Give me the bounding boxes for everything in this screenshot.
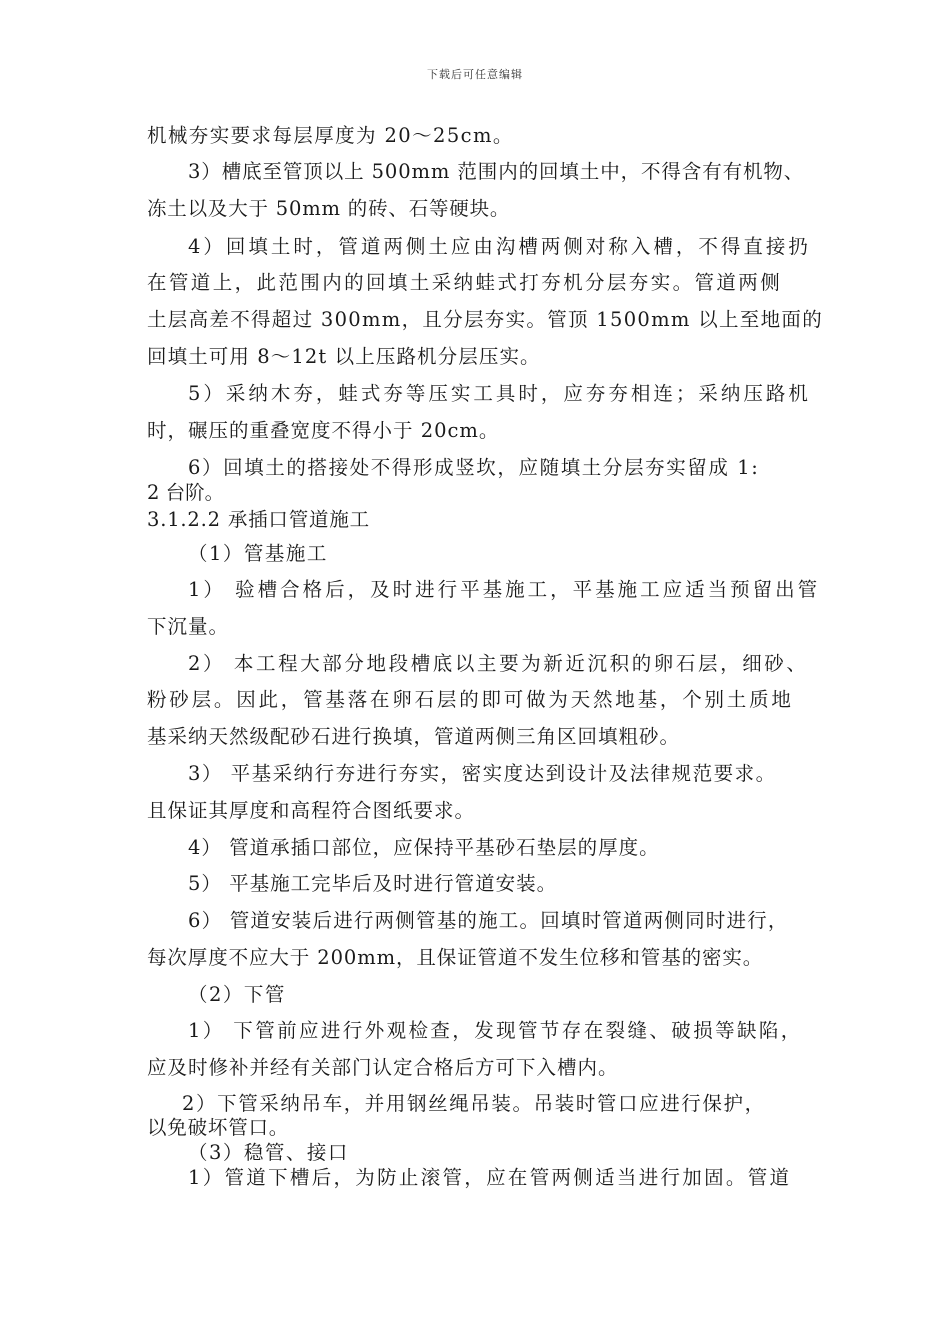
text-line: 2） 本工程大部分地段槽底以主要为新近沉积的卵石层，细砂、	[188, 652, 809, 675]
text-line: 回填土可用 8～12t 以上压路机分层压实。	[147, 345, 541, 368]
text-line: 1）管道下槽后，为防止滚管，应在管两侧适当进行加固。管道	[188, 1166, 792, 1189]
text-line: 土层高差不得超过 300mm，且分层夯实。管顶 1500mm 以上至地面的	[147, 308, 824, 331]
text-line: 2）下管采纳吊车，并用钢丝绳吊装。吊装时管口应进行保护，	[182, 1092, 766, 1115]
text-line: 粉砂层。因此，管基落在卵石层的即可做为天然地基，个别土质地	[147, 688, 794, 711]
page-header: 下载后可任意编辑	[427, 68, 523, 81]
text-line: 机械夯实要求每层厚度为 20～25cm。	[147, 124, 514, 147]
text-line: 应及时修补并经有关部门认定合格后方可下入槽内。	[147, 1056, 619, 1079]
text-line: 1） 验槽合格后，及时进行平基施工，平基施工应适当预留出管	[188, 578, 821, 601]
subsection-heading: （2）下管	[188, 983, 286, 1006]
text-line: 以免破坏管口。	[147, 1116, 290, 1139]
text-line: 每次厚度不应大于 200mm，且保证管道不发生位移和管基的密实。	[147, 946, 764, 969]
text-line: 2 台阶。	[147, 481, 225, 504]
text-line: 5）采纳木夯，蛙式夯等压实工具时，应夯夯相连；采纳压路机	[188, 382, 811, 405]
text-line: 4）回填土时，管道两侧土应由沟槽两侧对称入槽，不得直接扔	[188, 235, 811, 258]
text-line: 1） 下管前应进行外观检查，发现管节存在裂缝、破损等缺陷，	[188, 1019, 803, 1042]
text-line: 6）回填土的搭接处不得形成竖坎，应随填土分层夯实留成 1:	[188, 456, 760, 479]
text-line: 下沉量。	[147, 615, 230, 638]
text-line: 冻土以及大于 50mm 的砖、石等硬块。	[147, 197, 511, 220]
section-heading: 3.1.2.2 承插口管道施工	[147, 508, 370, 531]
text-line: 6） 管道安装后进行两侧管基的施工。回填时管道两侧同时进行，	[188, 909, 789, 932]
text-line: 4） 管道承插口部位，应保持平基砂石垫层的厚度。	[188, 836, 660, 859]
text-line: 在管道上，此范围内的回填土采纳蛙式打夯机分层夯实。管道两侧	[147, 271, 783, 294]
subsection-heading: （3）稳管、接口	[188, 1141, 349, 1164]
text-line: 3） 平基采纳行夯进行夯实，密实度达到设计及法律规范要求。	[188, 762, 777, 785]
text-line: 5） 平基施工完毕后及时进行管道安装。	[188, 872, 558, 895]
text-line: 3）槽底至管顶以上 500mm 范围内的回填土中，不得含有有机物、	[188, 160, 805, 183]
text-line: 基采纳天然级配砂石进行换填，管道两侧三角区回填粗砂。	[147, 725, 681, 748]
text-line: 且保证其厚度和高程符合图纸要求。	[147, 799, 476, 822]
text-line: 时，碾压的重叠宽度不得小于 20cm。	[147, 419, 500, 442]
subsection-heading: （1）管基施工	[188, 542, 328, 565]
